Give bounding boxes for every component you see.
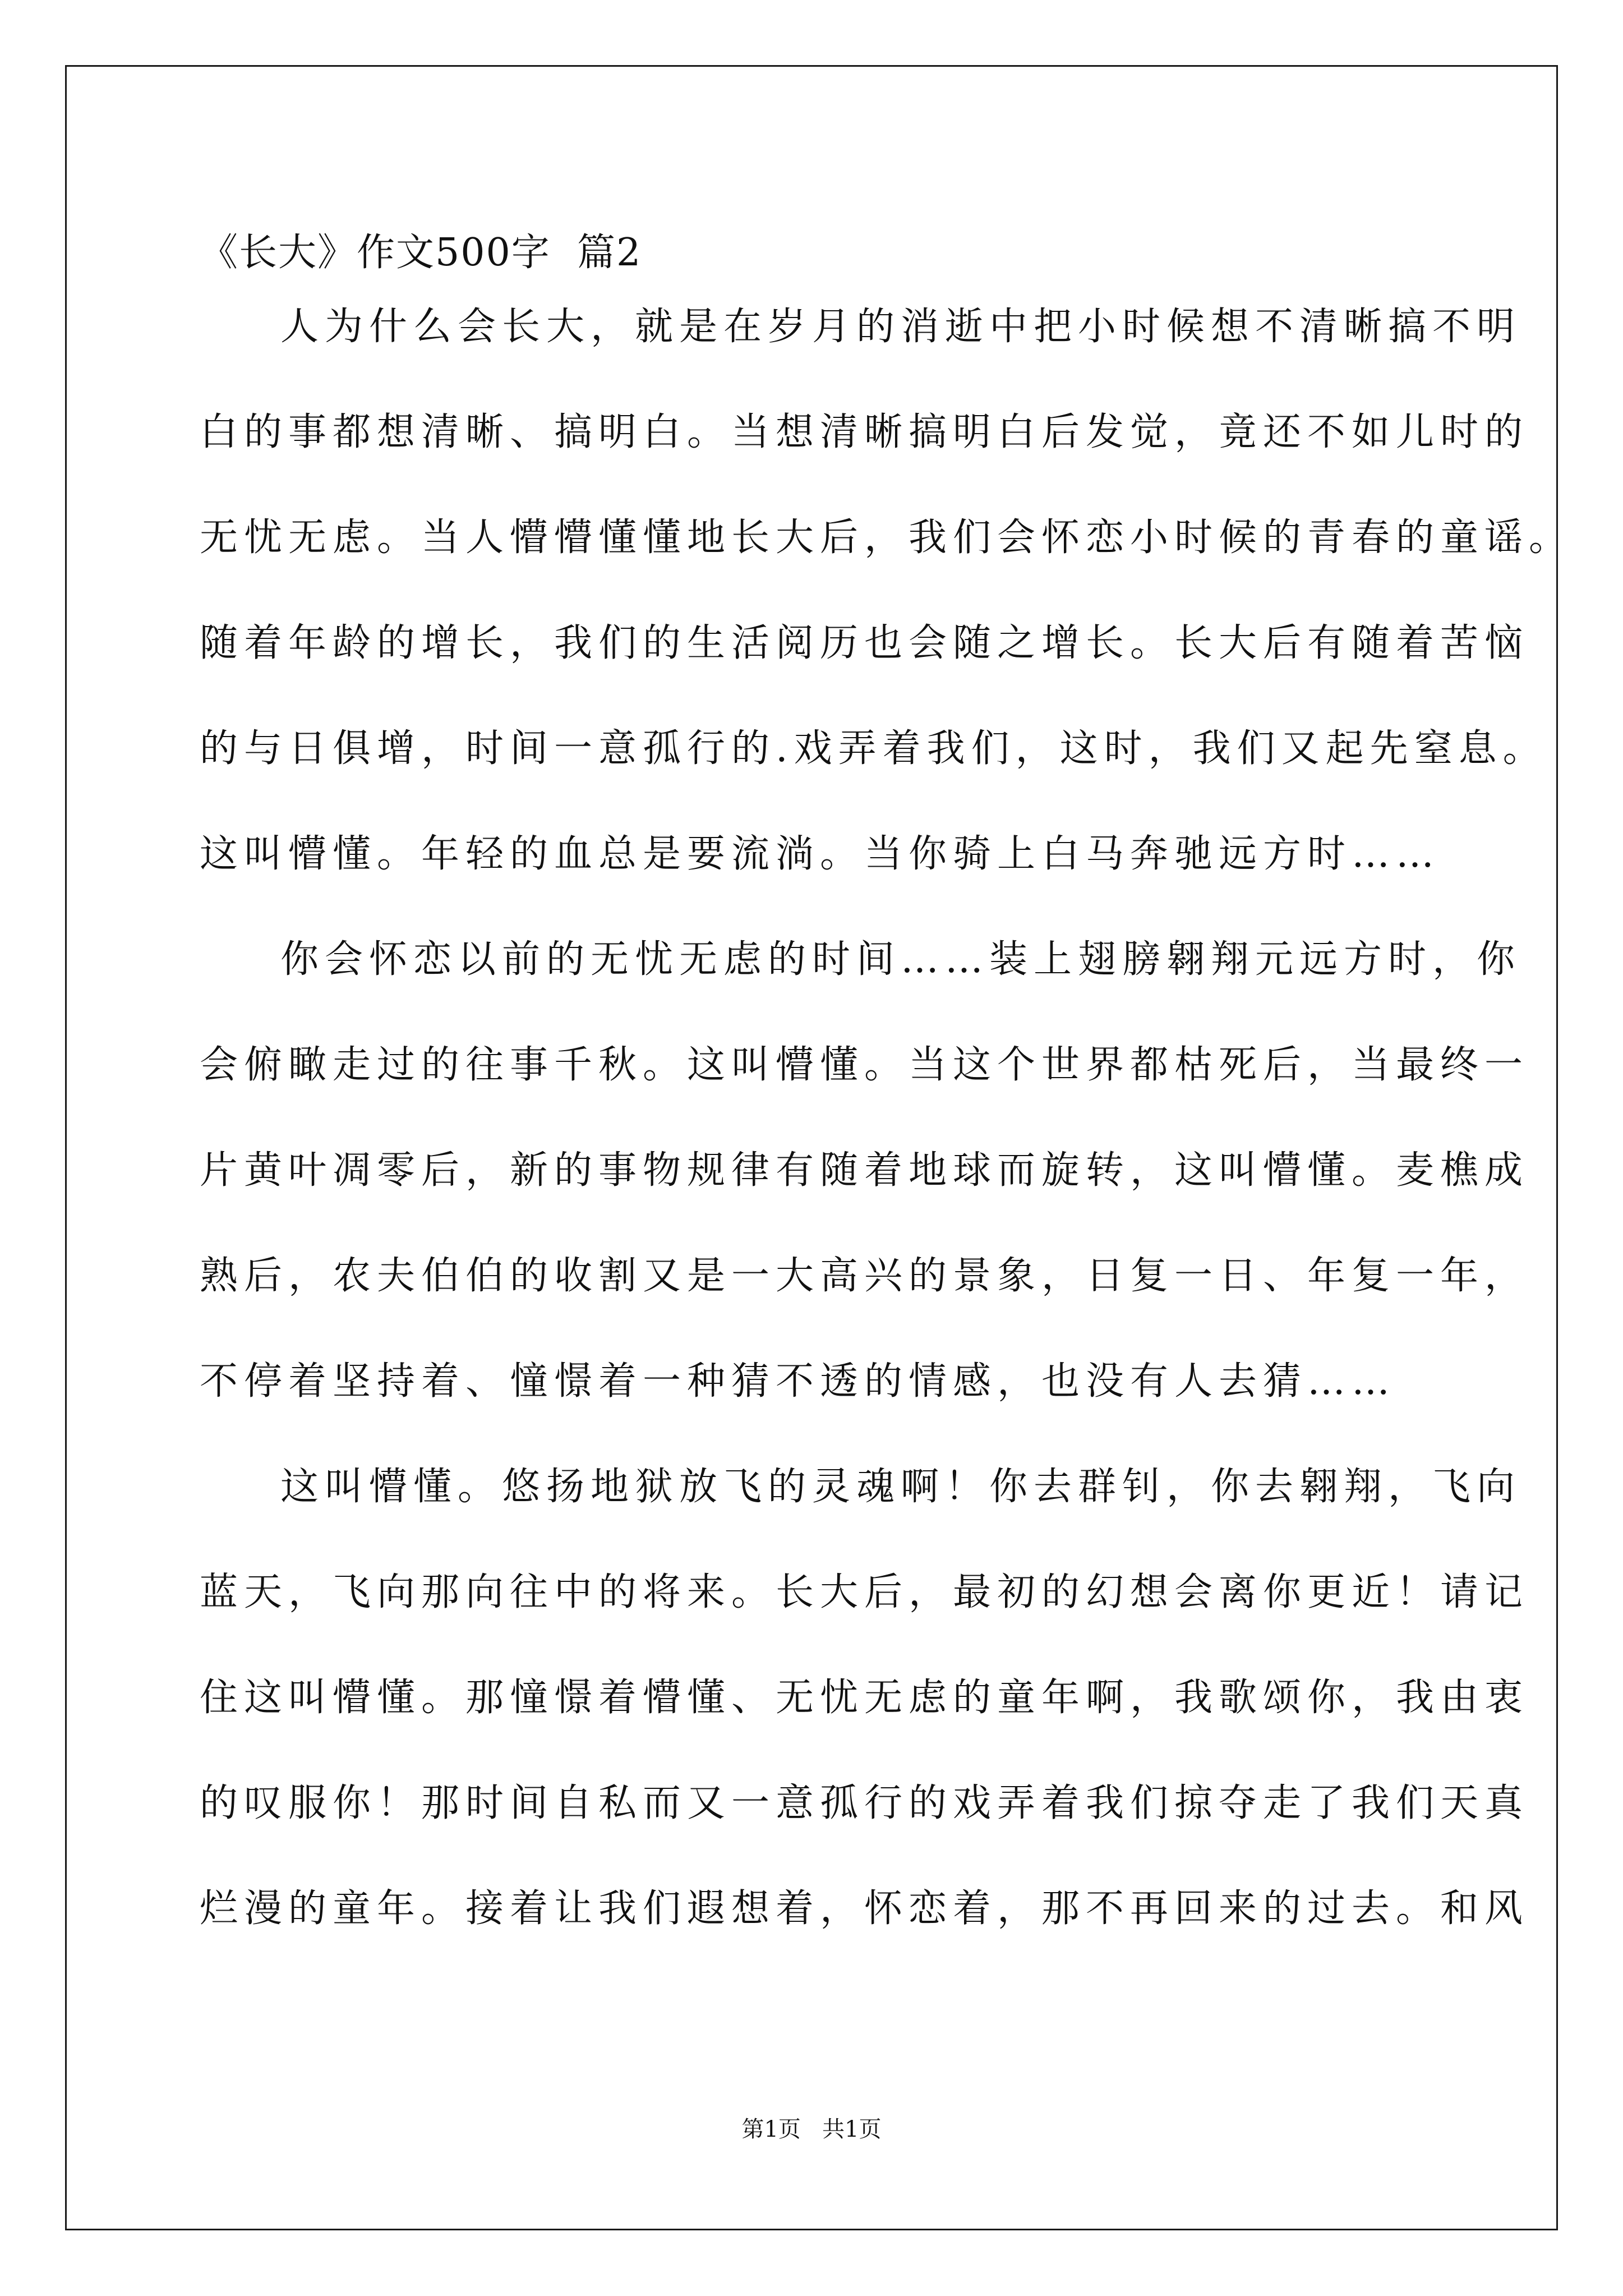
paragraph-line: 蓝天，飞向那向往中的将来。长大后，最初的幻想会离你更近！请记 [200, 1570, 1529, 1614]
paragraph-line: 的与日俱增，时间一意孤行的.戏弄着我们，这时，我们又起先窒息。 [200, 726, 1547, 771]
paragraph-line: 会俯瞰走过的往事千秋。这叫懵懂。当这个世界都枯死后，当最终一 [200, 1043, 1529, 1087]
paragraph-line: 片黄叶凋零后，新的事物规律有随着地球而旋转，这叫懵懂。麦樵成 [200, 1148, 1529, 1193]
paragraph-line: 无忧无虑。当人懵懵懂懂地长大后，我们会怀恋小时候的青春的童谣。 [200, 516, 1574, 560]
document-title: 《长大》作文500字 篇2 [200, 231, 642, 275]
paragraph-line: 你会怀恋以前的无忧无虑的时间……装上翅膀翱翔元远方时，你 [280, 937, 1521, 982]
paragraph-line: 这叫懵懂。年轻的血总是要流淌。当你骑上白马奔驰远方时…… [200, 832, 1441, 876]
paragraph-line: 白的事都想清晰、搞明白。当想清晰搞明白后发觉，竟还不如儿时的 [200, 410, 1529, 454]
page-number-footer: 第1页 共1页 [741, 2116, 882, 2142]
paragraph-line: 的叹服你！那时间自私而又一意孤行的戏弄着我们掠夺走了我们天真 [200, 1781, 1529, 1825]
paragraph-line: 这叫懵懂。悠扬地狱放飞的灵魂啊！你去群钊，你去翱翔，飞向 [280, 1465, 1521, 1509]
paragraph-line: 熟后，农夫伯伯的收割又是一大高兴的景象，日复一日、年复一年， [200, 1254, 1529, 1298]
paragraph-line: 烂漫的童年。接着让我们遐想着，怀恋着，那不再回来的过去。和风 [200, 1887, 1529, 1931]
paragraph-line: 住这叫懵懂。那憧憬着懵懂、无忧无虑的童年啊，我歌颂你，我由衷 [200, 1676, 1529, 1720]
paragraph-line: 人为什么会长大，就是在岁月的消逝中把小时候想不清晰搞不明 [280, 305, 1521, 349]
paragraph-line: 不停着坚持着、憧憬着一种猜不透的情感，也没有人去猜…… [200, 1359, 1396, 1404]
paragraph-line: 随着年龄的增长，我们的生活阅历也会随之增长。长大后有随着苦恼 [200, 621, 1529, 665]
